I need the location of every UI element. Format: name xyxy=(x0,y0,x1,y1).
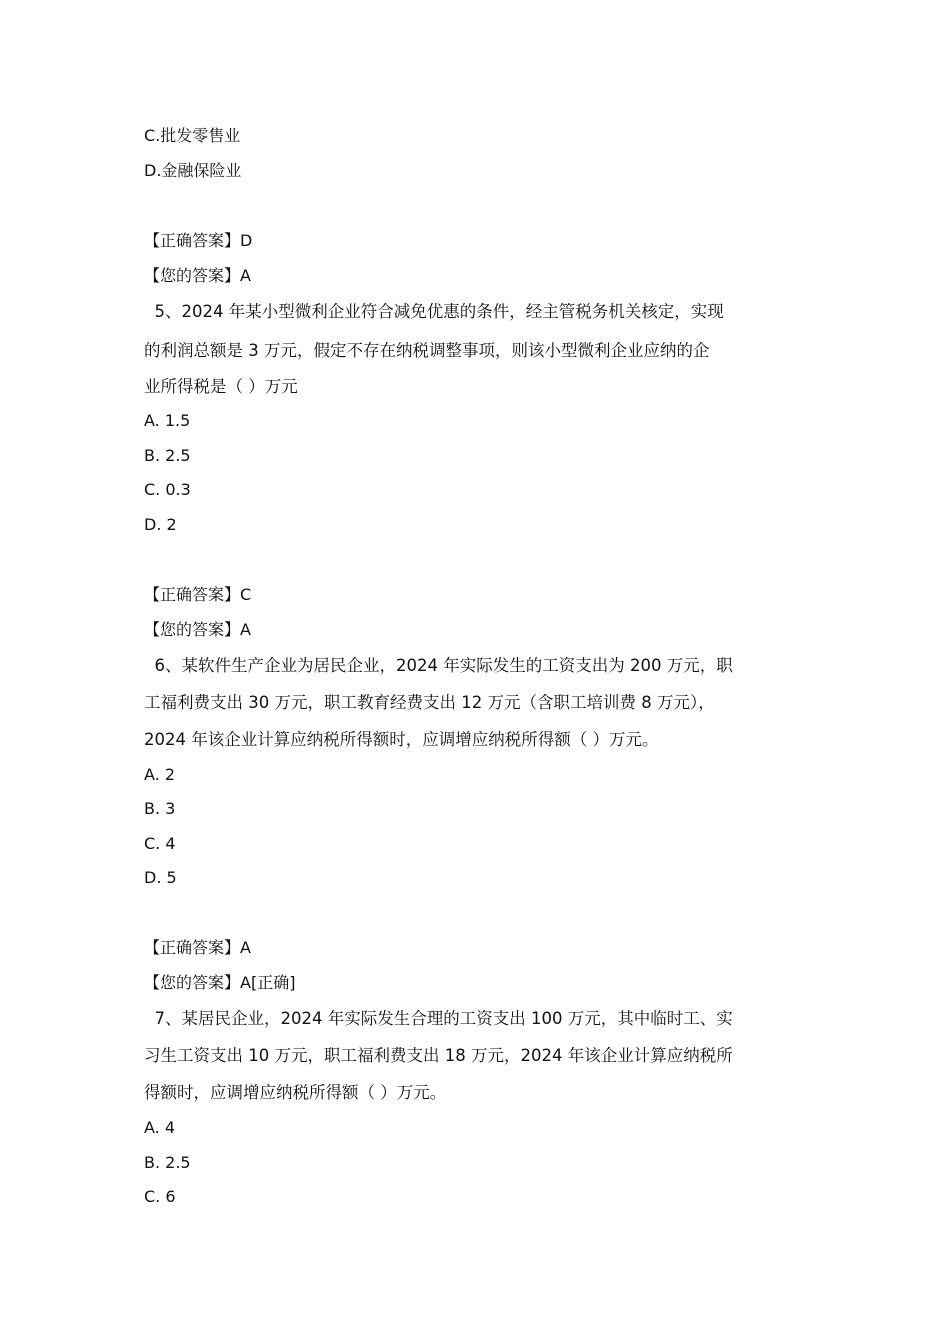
q5-stem-line-3: 业所得税是（ ）万元 xyxy=(144,377,298,396)
q5-correct-answer: 【正确答案】C xyxy=(144,585,252,604)
q6-option-c: C. 4 xyxy=(144,834,176,853)
q7-option-c: C. 6 xyxy=(144,1187,176,1206)
q4-option-d: D.金融保险业 xyxy=(144,161,242,180)
q7-option-a: A. 4 xyxy=(144,1118,176,1137)
q6-stem-line-1: 6、某软件生产企业为居民企业，2024 年实际发生的工资支出为 200 万元，职 xyxy=(144,656,733,675)
q4-correct-answer: 【正确答案】D xyxy=(144,231,253,250)
q6-option-b: B. 3 xyxy=(144,799,176,818)
q5-option-b: B. 2.5 xyxy=(144,446,191,465)
q6-option-d: D. 5 xyxy=(144,868,177,887)
q7-stem-line-3: 得额时，应调增应纳税所得额（ ）万元。 xyxy=(144,1083,447,1102)
q4-option-c: C.批发零售业 xyxy=(144,126,241,145)
q5-stem-line-2: 的利润总额是 3 万元，假定不存在纳税调整事项，则该小型微利企业应纳的企 xyxy=(144,341,710,360)
q5-option-d: D. 2 xyxy=(144,515,177,534)
q6-your-answer: 【您的答案】A[正确] xyxy=(144,973,296,992)
q5-your-answer: 【您的答案】A xyxy=(144,620,251,639)
q7-stem-line-1: 7、某居民企业，2024 年实际发生合理的工资支出 100 万元，其中临时工、实 xyxy=(144,1009,733,1028)
q5-stem-line-1: 5、2024 年某小型微利企业符合减免优惠的条件，经主管税务机关核定，实现 xyxy=(144,302,724,321)
q4-your-answer: 【您的答案】A xyxy=(144,266,251,285)
q5-option-a: A. 1.5 xyxy=(144,411,191,430)
q6-correct-answer: 【正确答案】A xyxy=(144,938,251,957)
q7-stem-line-2: 习生工资支出 10 万元，职工福利费支出 18 万元，2024 年该企业计算应纳税所 xyxy=(144,1046,733,1065)
q7-option-b: B. 2.5 xyxy=(144,1153,191,1172)
q5-option-c: C. 0.3 xyxy=(144,480,191,499)
q6-stem-line-2: 工福利费支出 30 万元，职工教育经费支出 12 万元（含职工培训费 8 万元）， xyxy=(144,693,715,712)
q6-stem-line-3: 2024 年该企业计算应纳税所得额时，应调增应纳税所得额（ ）万元。 xyxy=(144,730,659,749)
q6-option-a: A. 2 xyxy=(144,765,176,784)
